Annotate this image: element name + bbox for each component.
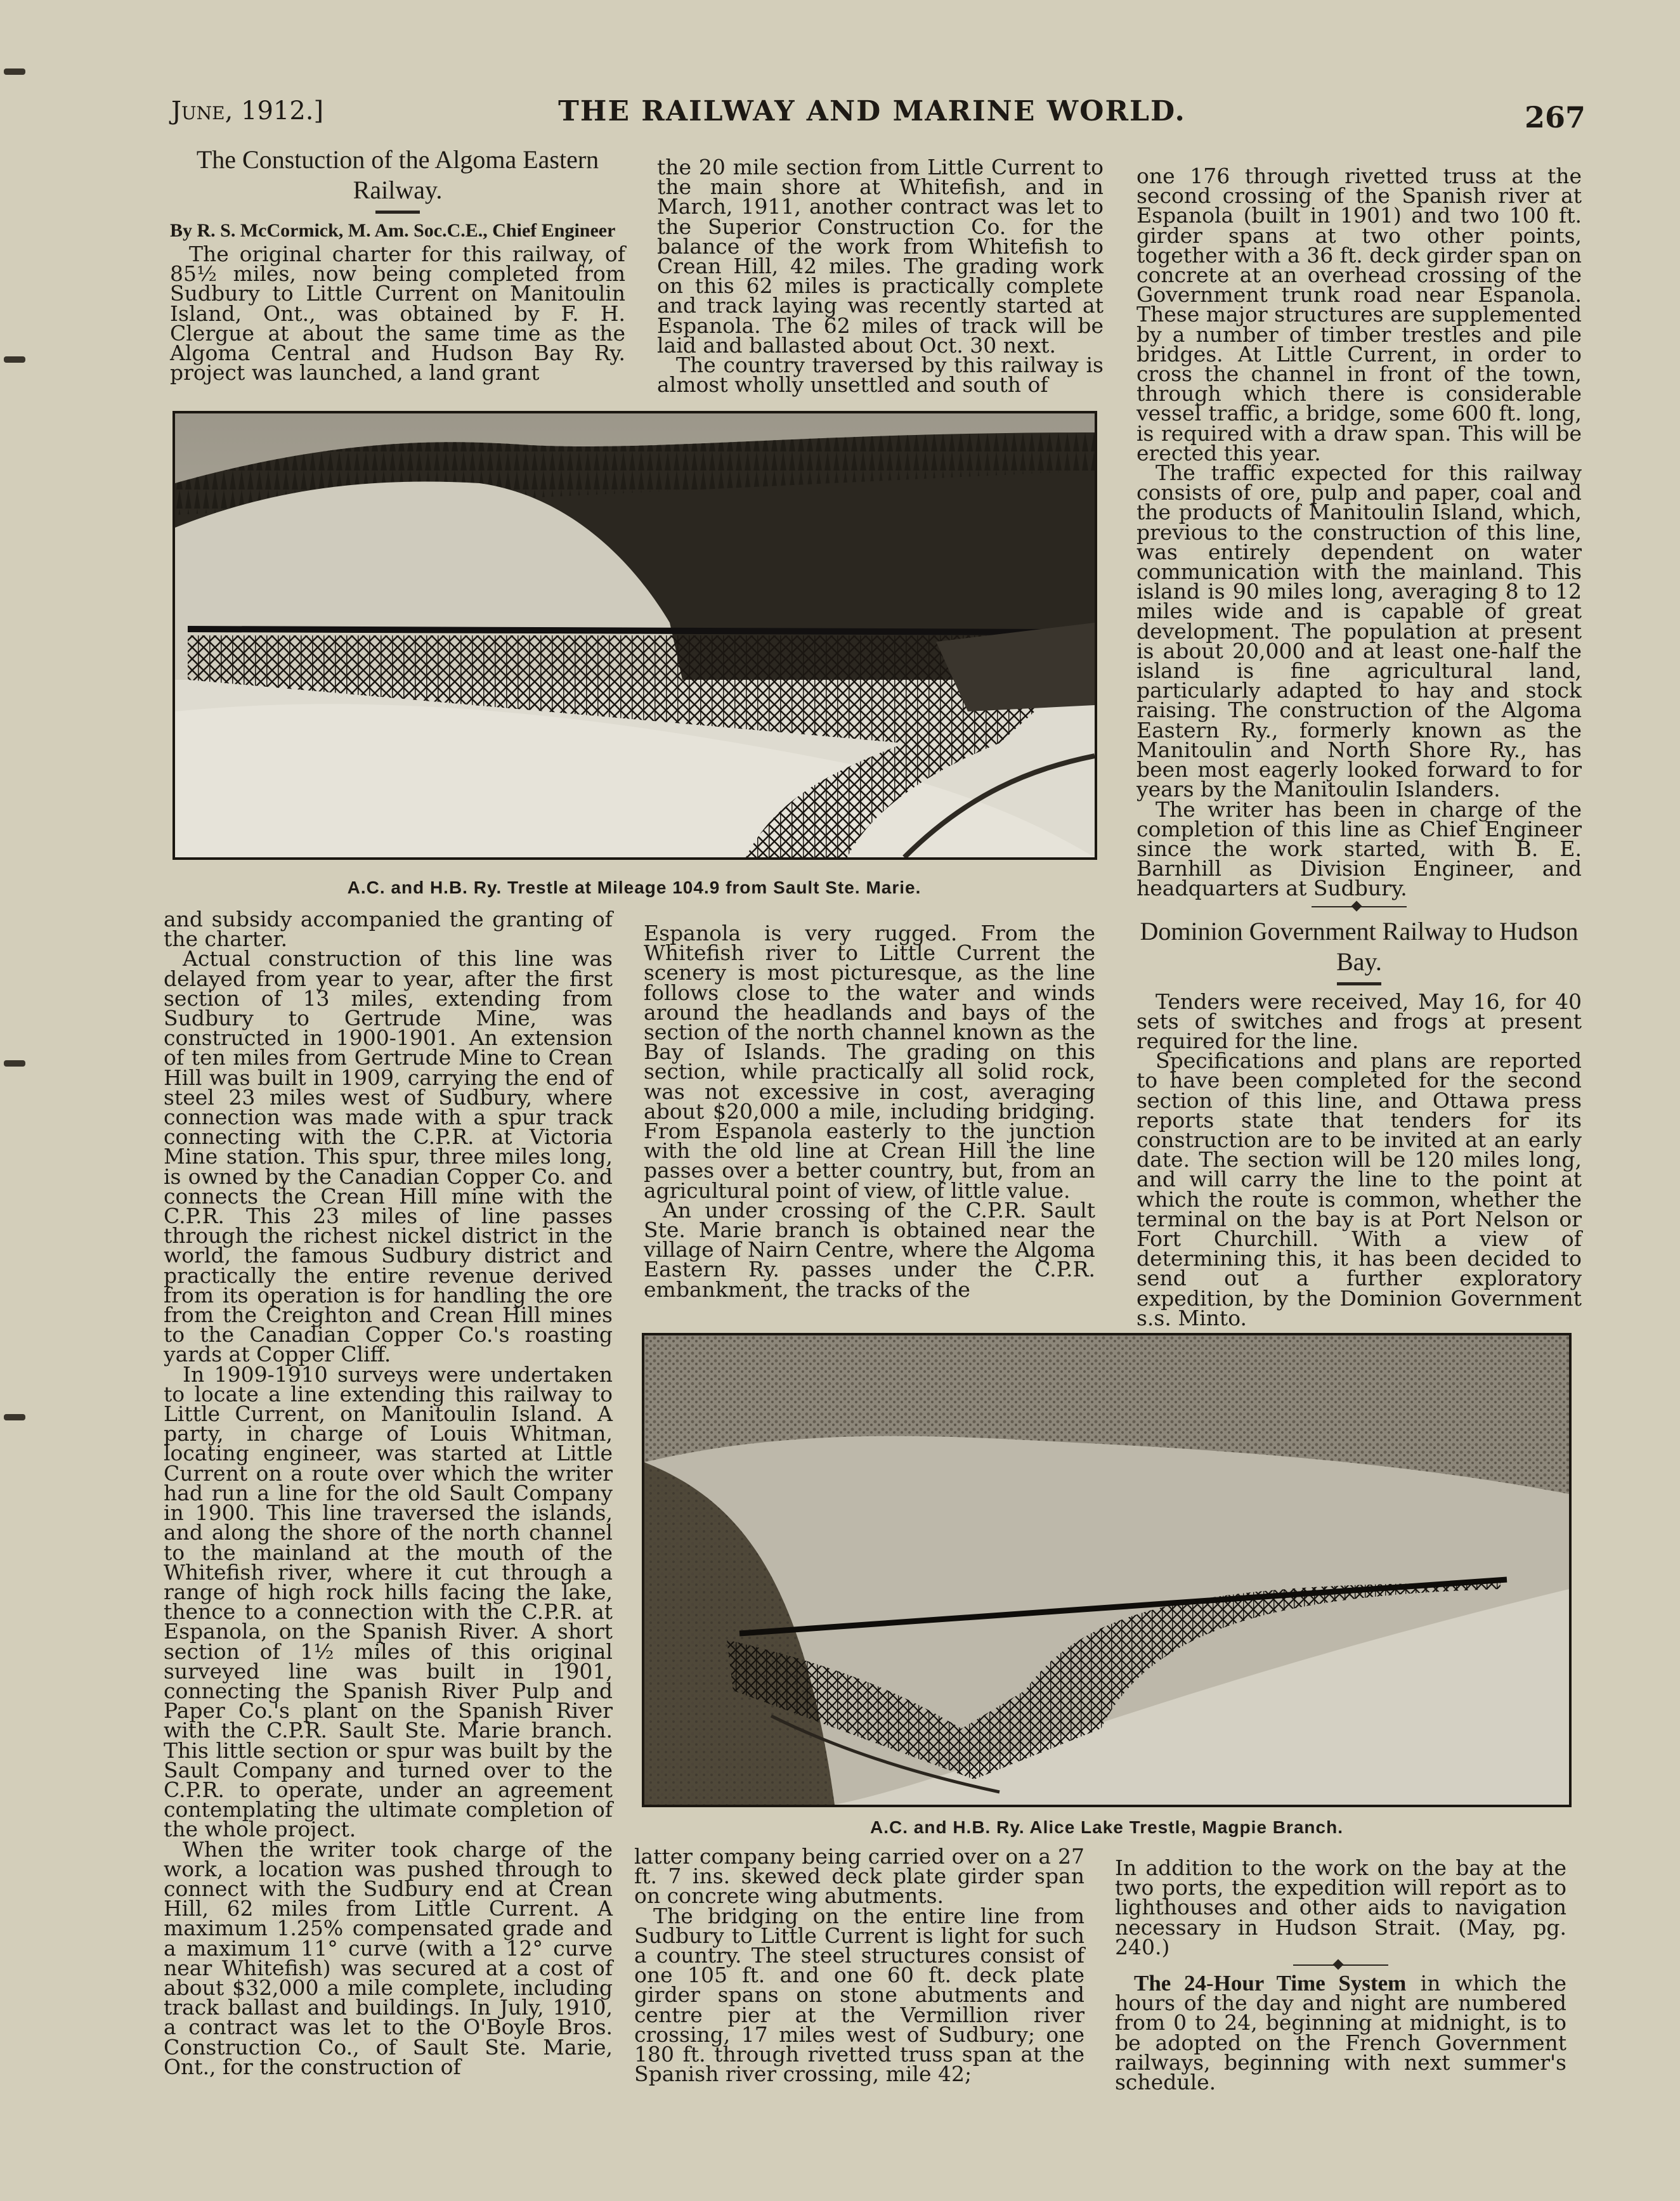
paragraph: The country traversed by this railway is almost wholly unsettled and south of [657,353,1104,398]
trestle-photo-mileage-104 [173,411,1097,860]
paragraph: one 176 through rivetted truss at the second crossing of the Spanish river at Espanola (built in 1901) and two 100 ft. girder spans at two other points, together with a 36 ft. deck girder span on concrete at an overhead crossing of the Government trunk road near Espanola. These major structures are supplemented by a number of timber trestles and pile bridges. At Little Current, in order to cross the channel in front of the town, through which there is considerable vessel traffic, a bridge, some 600 ft. long, is required with a draw span. This will be erected this year. [1136,164,1582,465]
paragraph: In 1909-1910 surveys were undertaken to locate a line extending this railway to Little Current, on Manitoulin Island. A party, in charge of Louis Whitman, locating engineer, was started at Little Current on a route over which the writer had run a line for the old Sault Company in 1900. This line traversed the islands, and along the shore of the north channel to the mainland at the mouth of the Whitefish river, where it cut through a range of high rock hills facing the lake, thence to a connection with the C.P.R. at Espanola, on the Spanish River. A short section of 1½ miles of this original surveyed line was built in 1901, connecting the Spanish River Pulp and Paper Co.'s plant on the Spanish River with the C.P.R. Sault Ste. Marie branch. This little section or spur was built by the Sault Company and turned over to the C.P.R. to operate, under an agreement contemplating the ultimate completion of the whole project. [164,1361,613,1842]
header-date: June, 1912.] [171,96,324,126]
article3-text: in which the hours of the day and night are numbered from 0 to 24, beginning at midnight, is to be adopted on the French Government railways, beginning with next summer's schedule. [1115,1971,1566,2095]
article1-col3 [1136,166,1582,899]
photo1-caption: A.C. and H.B. Ry. Trestle at Mileage 104.9 from Sault Ste. Marie. [347,878,921,897]
paragraph: The writer has been in charge of the completion of this line as Chief Engineer since the work started, with B. E. Barnhill as Division Engineer, and headquarters at Sudbury. [1136,796,1582,901]
photo2-caption: A.C. and H.B. Ry. Alice Lake Trestle, Magpie Branch. [870,1817,1343,1837]
article2-body [1136,989,1582,1330]
article1-col1-bottom [164,909,613,2077]
article1-byline: By R. S. McCormick, M. Am. Soc.C.E., Chief Engineer [170,220,616,241]
paragraph: and subsidy accompanied the granting of the charter. [164,907,613,952]
article1-title: The Constuction of the Algoma Eastern Railway. [196,145,599,204]
alice-lake-trestle-photo [642,1333,1572,1807]
paragraph: The traffic expected for this railway consists of ore, pulp and paper, coal and the products of Manitoulin Island, which, previous to the construction of this line, was entirely dependent on water communication with the mainland. This island is 90 miles long, averaging 8 to 12 miles wide and is capable of great development. The population at present is about 20,000 and at least one-half the island is fine agricultural land, particularly adapted to hay and stock raising. The construction of the Algoma Eastern Ry., formerly known as the Manitoulin and North Shore Ry., has been most eagerly looked forward to for years by the Manitoulin Islanders. [1136,460,1582,802]
paragraph: Tenders were received, May 16, for 40 sets of switches and frogs at present required for the line. [1136,989,1582,1053]
article3 [1115,1971,1566,2095]
paragraph: Espanola is very rugged. From the Whitefish river to Little Current the scenery is most picturesque, as the line follows close to the water and winds around the headlands and bays of the section of the north channel known as the Bay of Islands. The grading on this section, while practically all solid rock, was not excessive in cost, averaging about $20,000 a mile, including bridging. From Espanola easterly to the junction with the old line at Crean Hill the line passes over a better country, but, from an agricultural point of view, of little value. [644,921,1095,1203]
article1-col2-middle [644,921,1095,1302]
binding-mark [4,1414,25,1420]
section-divider [1312,906,1407,907]
journal-title: THE RAILWAY AND MARINE WORLD. [558,95,1186,127]
article2-continuation [1115,1855,1566,1959]
article2-title: Dominion Government Railway to Hudson Bay. [1140,916,1579,976]
paragraph: The original charter for this railway, of 85½ miles, now being completed from Sudbury to Little Current on Manitoulin Island, Ont., was obtained by F. H. Clergue at about the same time as the Algoma Central and Hudson Bay Ry. project was launched, a land grant [170,242,625,386]
binding-mark [4,68,25,75]
article1-head [170,145,625,386]
paragraph: The bridging on the entire line from Sudbury to Little Current is light for such a country. The steel structures consist of one 105 ft. and one 60 ft. deck plate girder spans on stone abutments and centre pier at the Vermillion river crossing, 17 miles west of Sudbury; one 180 ft. through rivetted truss span at the Spanish river crossing, mile 42; [634,1903,1084,2087]
article1-col2-top [657,155,1104,398]
binding-mark [4,356,25,363]
article3-runin-title: The 24-Hour Time System [1134,1971,1407,1996]
paragraph: An under crossing of the C.P.R. Sault Ste. Marie branch is obtained near the village of Nairn Centre, where the Algoma Eastern Ry. passes under the C.P.R. embankment, the tracks of the [644,1197,1095,1302]
paragraph: In addition to the work on the bay at the two ports, the expedition will report as to lighthouses and other aids to navigation necessary in Hudson Strait. (May, pg. 240.) [1115,1855,1566,1959]
paragraph [1115,1971,1566,2095]
title-rule [1337,982,1381,985]
paragraph: the 20 mile section from Little Current to the main shore at Whitefish, and in March, 1911, another contract was let to the Superior Construction Co. for the balance of the work from Whitefish to Crean Hill, 42 miles. The grading work on this 62 miles is practically complete and track laying was recently started at Espanola. The 62 miles of track will be laid and ballasted about Oct. 30 next. [657,155,1104,358]
paragraph: Actual construction of this line was delayed from year to year, after the first section of 13 miles, extending from Sudbury to Gertrude Mine, was constructed in 1900-1901. An extension of ten miles from Gertrude Mine to Crean Hill was built in 1909, carrying the end of steel 23 miles west of Sudbury, where connection was made with a spur track connecting with the C.P.R. at Victoria Mine station. This spur, three miles long, is owned by the Canadian Copper Co. and connects the Crean Hill mine with the C.P.R. This 23 miles of line passes through the richest nickel district in the world, the famous Sudbury district and practically the entire revenue derived from its operation is for handling the ore from the Creighton and Crean Hill mines to the Canadian Copper Co.'s roasting yards at Copper Cliff. [164,946,613,1367]
binding-mark [4,1060,25,1067]
article1-col2-bottom [634,1844,1084,2087]
article1-col1-top [170,242,625,386]
column-3-bottom [1115,1855,1566,2095]
paragraph: When the writer took charge of the work, a location was pushed through to connect with the Sudbury end at Crean Hill, 62 miles from Little Current. A maximum 1.25% compensated grade and a maximum 11° curve (with a 12° curve near Whitefish) was secured at a cost of about $32,000 a mile complete, including track ballast and buildings. In July, 1910, a contract was let to the O'Boyle Bros. Construction Co., of Sault Ste. Marie, Ont., for the construction of [164,1836,613,2079]
paragraph: Specifications and plans are reported to have been completed for the second section of this line, and Ottawa press reports state that tenders for its construction are to be invited at an early date. The section will be 120 miles long, and will carry the line to the point at which the route is common, whether the terminal on the bay is at Port Nelson or Fort Churchill. With a view of determining this, it has been decided to send out a further exploratory expedition, by the Dominion Government s.s. Minto. [1136,1048,1582,1330]
page-number: 267 [1524,100,1586,134]
title-rule [375,211,420,214]
paragraph: latter company being carried over on a 27 ft. 7 ins. skewed deck plate girder span on concrete wing abutments. [634,1844,1084,1909]
section-divider [1293,1964,1388,1966]
column-3 [1136,166,1582,1328]
page-header [159,95,1586,140]
